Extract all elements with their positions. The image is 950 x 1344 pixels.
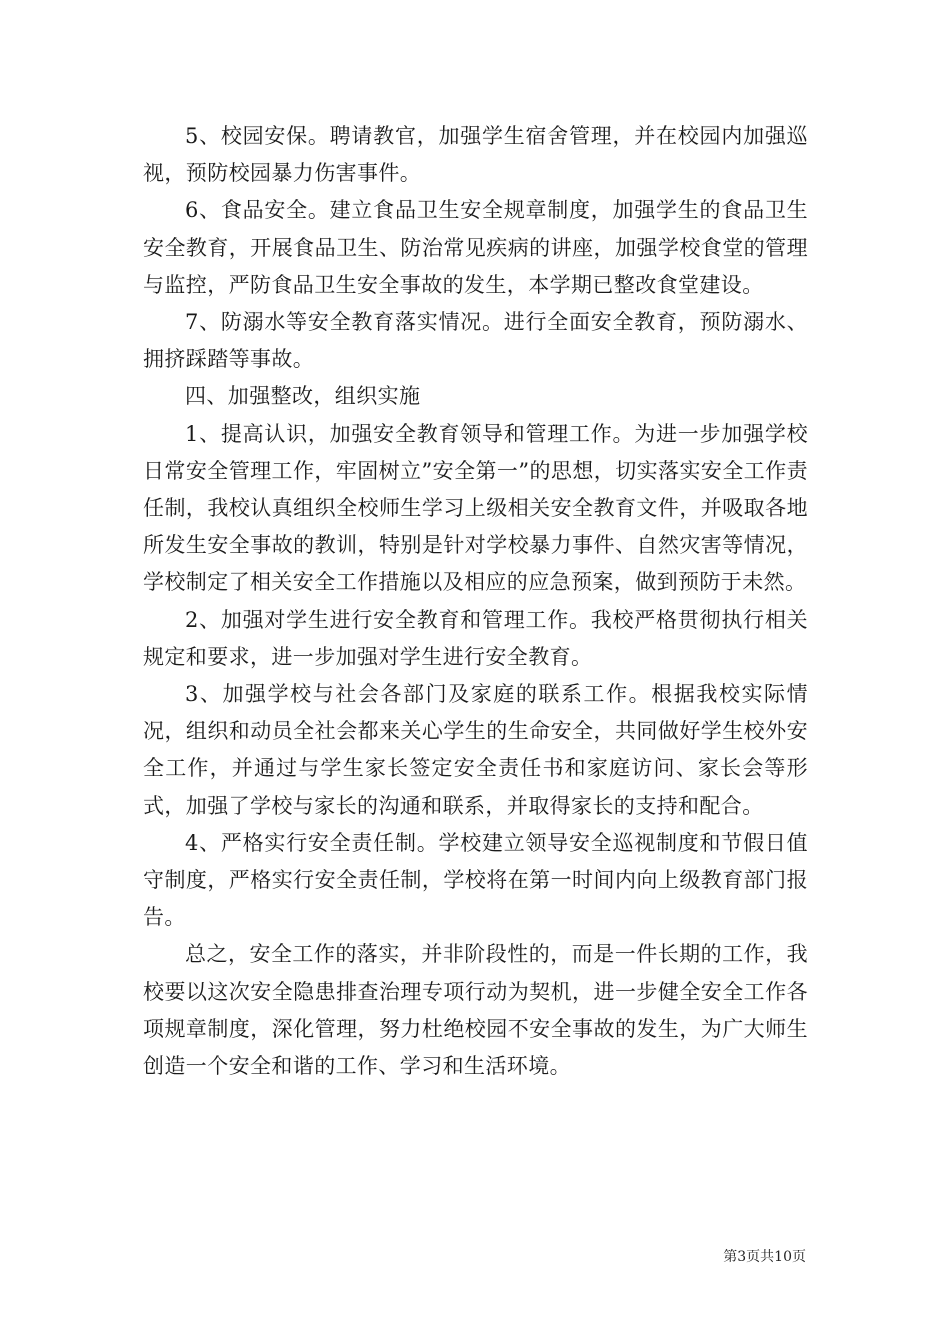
section-heading-rectification: 四、加强整改，组织实施 (185, 384, 421, 409)
paragraph-drowning-prevention: 7、防溺水等安全教育落实情况。进行全面安全教育，预防溺水、拥挤踩踏等事故。 (143, 310, 808, 372)
paragraph-responsibility-system: 4、严格实行安全责任制。学校建立领导安全巡视制度和节假日值守制度，严格实行安全责任制，学校将在第一时间内向上级教育部门报告。 (143, 830, 808, 930)
paragraph-school-society-liaison: 3、加强学校与社会各部门及家庭的联系工作。根据我校实际情况，组织和动员全社会都来关心学生的生命安全，共同做好学生校外安全工作，并通过与学生家长签定安全责任书和家庭访问、家长会等形式，加强了学校与家长的沟通和联系，并取得家长的支持和配合。 (143, 682, 808, 818)
paragraph-student-education: 2、加强对学生进行安全教育和管理工作。我校严格贯彻执行相关规定和要求，进一步加强对学生进行安全教育。 (143, 607, 808, 669)
paragraph-food-safety: 6、食品安全。建立食品卫生安全规章制度，加强学生的食品卫生安全教育，开展食品卫生、防治常见疾病的讲座，加强学校食堂的管理与监控，严防食品卫生安全事故的发生，本学期已整改食堂建设。 (143, 198, 808, 297)
page-number: 第3页共10页 (723, 1249, 806, 1265)
paragraph-campus-security: 5、校园安保。聘请教官，加强学生宿舍管理，并在校园内加强巡视，预防校园暴力伤害事件。 (143, 124, 808, 186)
paragraph-conclusion: 总之，安全工作的落实，并非阶段性的，而是一件长期的工作，我校要以这次安全隐患排查治理专项行动为契机，进一步健全安全工作各项规章制度，深化管理，努力杜绝校园不安全事故的发生，为广大师生创造一个安全和谐的工作、学习和生活环境。 (143, 942, 808, 1079)
document-body (143, 118, 808, 1085)
paragraph-raise-awareness: 1、提高认识，加强安全教育领导和管理工作。为进一步加强学校日常安全管理工作，牢固树立”安全第一”的思想，切实落实安全工作责任制，我校认真组织全校师生学习上级相关安全教育文件，并吸取各地所发生安全事故的教训，特别是针对学校暴力事件、自然灾害等情况，学校制定了相关安全工作措施以及相应的应急预案，做到预防于未然。 (143, 421, 808, 595)
